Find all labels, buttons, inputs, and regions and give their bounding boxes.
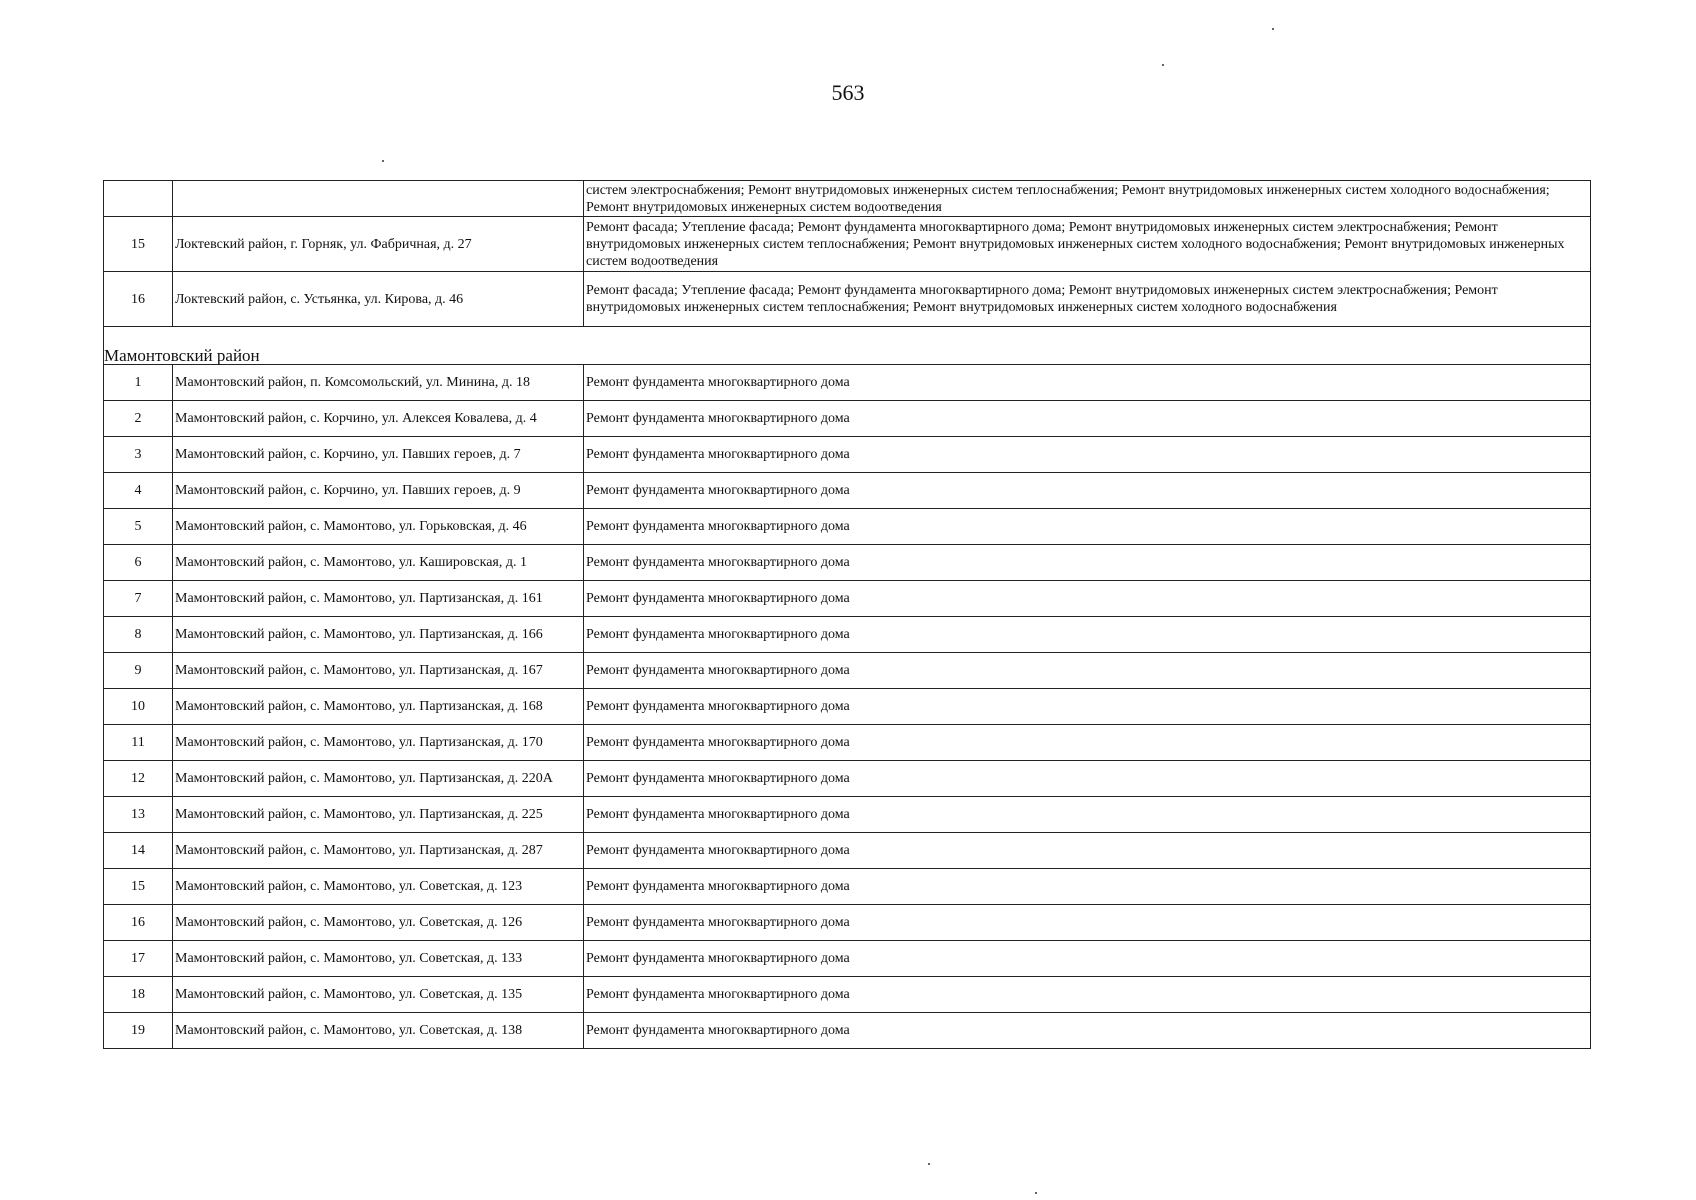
row-works: Ремонт фасада; Утепление фасада; Ремонт фундамента многоквартирного дома; Ремонт внутридомовых инженерных систем электроснабжения; Ремонт внутридомовых инженерных систем теплоснабжения; Ремонт внутридомовых инженерных систем холодного водоснабжения — [584, 272, 1591, 327]
page-number: 563 — [831, 80, 865, 105]
table-row — [104, 1013, 1591, 1049]
row-address: Мамонтовский район, с. Мамонтово, ул. Партизанская, д. 166 — [173, 617, 584, 653]
table-row — [104, 905, 1591, 941]
region-header — [104, 327, 1591, 365]
table-row — [104, 725, 1591, 761]
row-number: 17 — [104, 941, 173, 977]
row-number: 1 — [104, 365, 173, 401]
table-row — [104, 181, 1591, 217]
row-works: Ремонт фасада; Утепление фасада; Ремонт фундамента многоквартирного дома; Ремонт внутридомовых инженерных систем электроснабжения; Ремонт внутридомовых инженерных систем теплоснабжения; Ремонт внутридомовых инженерных систем холодного водоснабжения; Ремонт внутридомовых инженерных систем водоотведения — [584, 217, 1591, 272]
scan-speck — [382, 160, 384, 162]
row-works: Ремонт фундамента многоквартирного дома — [584, 833, 1591, 869]
row-number: 16 — [104, 272, 173, 327]
row-works: Ремонт фундамента многоквартирного дома — [584, 869, 1591, 905]
row-address: Мамонтовский район, с. Мамонтово, ул. Советская, д. 126 — [173, 905, 584, 941]
row-number: 19 — [104, 1013, 173, 1049]
row-address: Мамонтовский район, с. Мамонтово, ул. Советская, д. 133 — [173, 941, 584, 977]
row-works: Ремонт фундамента многоквартирного дома — [584, 617, 1591, 653]
continued-rows — [104, 181, 1591, 327]
row-number: 15 — [104, 869, 173, 905]
table-row — [104, 833, 1591, 869]
row-address: Мамонтовский район, с. Мамонтово, ул. Партизанская, д. 170 — [173, 725, 584, 761]
row-number: 10 — [104, 689, 173, 725]
row-number: 12 — [104, 761, 173, 797]
region-title: Мамонтовский район — [104, 344, 1591, 365]
repair-works-table — [103, 180, 1591, 1049]
row-number: 8 — [104, 617, 173, 653]
row-number: 16 — [104, 905, 173, 941]
row-number: 11 — [104, 725, 173, 761]
row-address: Локтевский район, с. Устьянка, ул. Кирова, д. 46 — [173, 272, 584, 327]
table-row — [104, 761, 1591, 797]
row-works: Ремонт фундамента многоквартирного дома — [584, 509, 1591, 545]
row-works: Ремонт фундамента многоквартирного дома — [584, 401, 1591, 437]
row-address: Мамонтовский район, с. Мамонтово, ул. Советская, д. 135 — [173, 977, 584, 1013]
row-works: Ремонт фундамента многоквартирного дома — [584, 1013, 1591, 1049]
row-address: Мамонтовский район, с. Мамонтово, ул. Советская, д. 138 — [173, 1013, 584, 1049]
row-address: Мамонтовский район, с. Мамонтово, ул. Партизанская, д. 287 — [173, 833, 584, 869]
row-works: Ремонт фундамента многоквартирного дома — [584, 545, 1591, 581]
row-works: Ремонт фундамента многоквартирного дома — [584, 473, 1591, 509]
row-address: Мамонтовский район, с. Корчино, ул. Павших героев, д. 9 — [173, 473, 584, 509]
table-row — [104, 509, 1591, 545]
row-address: Мамонтовский район, с. Корчино, ул. Алексея Ковалева, д. 4 — [173, 401, 584, 437]
row-works: Ремонт фундамента многоквартирного дома — [584, 689, 1591, 725]
row-address: Мамонтовский район, с. Мамонтово, ул. Кашировская, д. 1 — [173, 545, 584, 581]
region-rows — [104, 365, 1591, 1049]
row-address: Мамонтовский район, с. Мамонтово, ул. Партизанская, д. 167 — [173, 653, 584, 689]
row-works: Ремонт фундамента многоквартирного дома — [584, 797, 1591, 833]
row-address: Мамонтовский район, п. Комсомольский, ул. Минина, д. 18 — [173, 365, 584, 401]
row-number: 6 — [104, 545, 173, 581]
row-address: Мамонтовский район, с. Мамонтово, ул. Партизанская, д. 168 — [173, 689, 584, 725]
row-address: Мамонтовский район, с. Мамонтово, ул. Партизанская, д. 161 — [173, 581, 584, 617]
table-row — [104, 365, 1591, 401]
table-row — [104, 653, 1591, 689]
row-number: 4 — [104, 473, 173, 509]
row-number: 13 — [104, 797, 173, 833]
table-row — [104, 272, 1591, 327]
row-works: Ремонт фундамента многоквартирного дома — [584, 653, 1591, 689]
row-number: 14 — [104, 833, 173, 869]
row-number: 9 — [104, 653, 173, 689]
table-row — [104, 797, 1591, 833]
table-row — [104, 977, 1591, 1013]
scan-speck — [1162, 64, 1164, 66]
row-address: Мамонтовский район, с. Мамонтово, ул. Горьковская, д. 46 — [173, 509, 584, 545]
row-address: Мамонтовский район, с. Мамонтово, ул. Партизанская, д. 225 — [173, 797, 584, 833]
scan-speck — [1272, 28, 1274, 30]
row-works: Ремонт фундамента многоквартирного дома — [584, 365, 1591, 401]
row-number: 15 — [104, 217, 173, 272]
table-row — [104, 689, 1591, 725]
row-works: Ремонт фундамента многоквартирного дома — [584, 941, 1591, 977]
row-number: 5 — [104, 509, 173, 545]
scan-speck — [1035, 1192, 1037, 1194]
row-address: Мамонтовский район, с. Мамонтово, ул. Партизанская, д. 220А — [173, 761, 584, 797]
row-works: Ремонт фундамента многоквартирного дома — [584, 437, 1591, 473]
row-address: Мамонтовский район, с. Мамонтово, ул. Советская, д. 123 — [173, 869, 584, 905]
row-address: Мамонтовский район, с. Корчино, ул. Павших героев, д. 7 — [173, 437, 584, 473]
table-row — [104, 437, 1591, 473]
row-works: Ремонт фундамента многоквартирного дома — [584, 905, 1591, 941]
table-row — [104, 217, 1591, 272]
row-number: 7 — [104, 581, 173, 617]
table-row — [104, 869, 1591, 905]
row-works: Ремонт фундамента многоквартирного дома — [584, 977, 1591, 1013]
row-address — [173, 181, 584, 217]
row-number: 18 — [104, 977, 173, 1013]
table-row — [104, 401, 1591, 437]
row-works: Ремонт фундамента многоквартирного дома — [584, 725, 1591, 761]
row-number: 3 — [104, 437, 173, 473]
table-row — [104, 473, 1591, 509]
table-row — [104, 581, 1591, 617]
table-row — [104, 617, 1591, 653]
row-works: систем электроснабжения; Ремонт внутридомовых инженерных систем теплоснабжения; Ремонт внутридомовых инженерных систем холодного водоснабжения; Ремонт внутридомовых инженерных систем водоотведения — [584, 181, 1591, 217]
row-number — [104, 181, 173, 217]
row-address: Локтевский район, г. Горняк, ул. Фабричная, д. 27 — [173, 217, 584, 272]
row-number: 2 — [104, 401, 173, 437]
row-works: Ремонт фундамента многоквартирного дома — [584, 761, 1591, 797]
table-row — [104, 545, 1591, 581]
row-works: Ремонт фундамента многоквартирного дома — [584, 581, 1591, 617]
scan-speck — [928, 1163, 930, 1165]
table-row — [104, 941, 1591, 977]
